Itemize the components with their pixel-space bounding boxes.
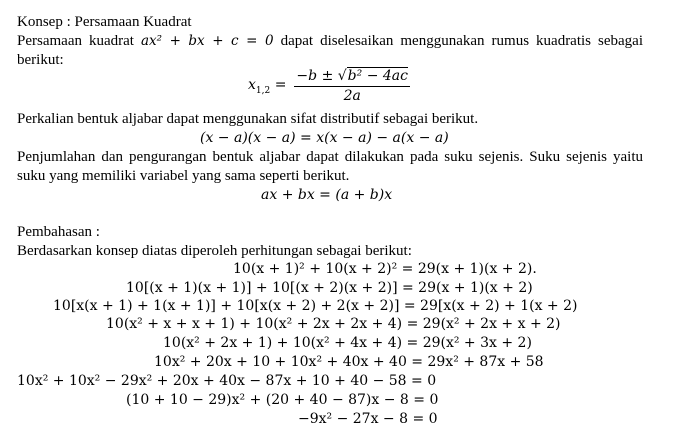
discussion-heading: Pembahasan : <box>17 224 100 240</box>
concept-heading: Konsep : Persamaan Kuadrat <box>17 14 192 30</box>
like-terms-equation-text: ax + bx = (a + b)x <box>261 187 393 203</box>
like-terms-equation <box>261 186 392 204</box>
formula-numerator-prefix: −b ± √ <box>296 68 347 84</box>
quadratic-general-form: ax² + bx + c = 0 <box>140 33 274 49</box>
quadratic-intro-after: dapat diselesaikan menggunakan rumus kuadratis sebagai berikut: <box>17 33 643 68</box>
formula-denominator <box>344 87 361 104</box>
step-3: 10[x(x + 1) + 1(x + 1)] + 10[x(x + 2) + 2(x + 2)] = 29[x(x + 2) + 1(x + 2) <box>53 298 578 314</box>
step-1: 10(x + 1)² + 10(x + 2)² = 29(x + 1)(x + 2). <box>233 261 537 277</box>
step-7: 10x² + 10x² − 29x² + 20x + 40x − 87x + 10 + 40 − 58 = 0 <box>17 373 437 389</box>
formula-equals: = <box>274 76 287 93</box>
step-4: 10(x² + x + x + 1) + 10(x² + 2x + 2x + 4) = 29(x² + 2x + x + 2) <box>106 316 561 332</box>
step-5: 10(x² + 2x + 1) + 10(x² + 4x + 4) = 29(x² + 3x + 2) <box>163 335 532 351</box>
like-terms-text: Penjumlahan dan pengurangan bentuk aljabar dapat dilakukan pada suku sejenis. Suku sejenis yaitu suku yang memiliki variabel yang sama seperti berikut. <box>17 149 643 184</box>
discussion-intro: Berdasarkan konsep diatas diperoleh perhitungan sebagai berikut: <box>17 243 412 259</box>
quadratic-intro-before: Persamaan kuadrat <box>17 33 141 49</box>
formula-fraction <box>294 68 410 104</box>
step-6: 10x² + 20x + 10 + 10x² + 40x + 40 = 29x² + 87x + 58 <box>154 354 544 370</box>
distributive-equation-text: (x − a)(x − a) = x(x − a) − a(x − a) <box>200 130 449 146</box>
formula-lhs: x <box>248 76 256 93</box>
formula-radicand: b² − 4ac <box>347 68 408 84</box>
quadratic-formula <box>248 68 410 104</box>
formula-lhs-subscript: 1,2 <box>255 85 271 96</box>
distributive-text: Perkalian bentuk aljabar dapat menggunakan sifat distributif sebagai berikut. <box>17 111 479 127</box>
step-9: −9x² − 27x − 8 = 0 <box>298 411 438 427</box>
step-8: (10 + 10 − 29)x² + (20 + 40 − 87)x − 8 = 0 <box>126 392 439 408</box>
formula-denominator-text: 2a <box>343 88 361 104</box>
step-2: 10[(x + 1)(x + 1)] + 10[(x + 2)(x + 2)] = 29(x + 1)(x + 2) <box>126 280 533 296</box>
formula-numerator <box>294 68 410 87</box>
distributive-equation <box>200 129 449 147</box>
quadratic-intro <box>17 32 643 70</box>
